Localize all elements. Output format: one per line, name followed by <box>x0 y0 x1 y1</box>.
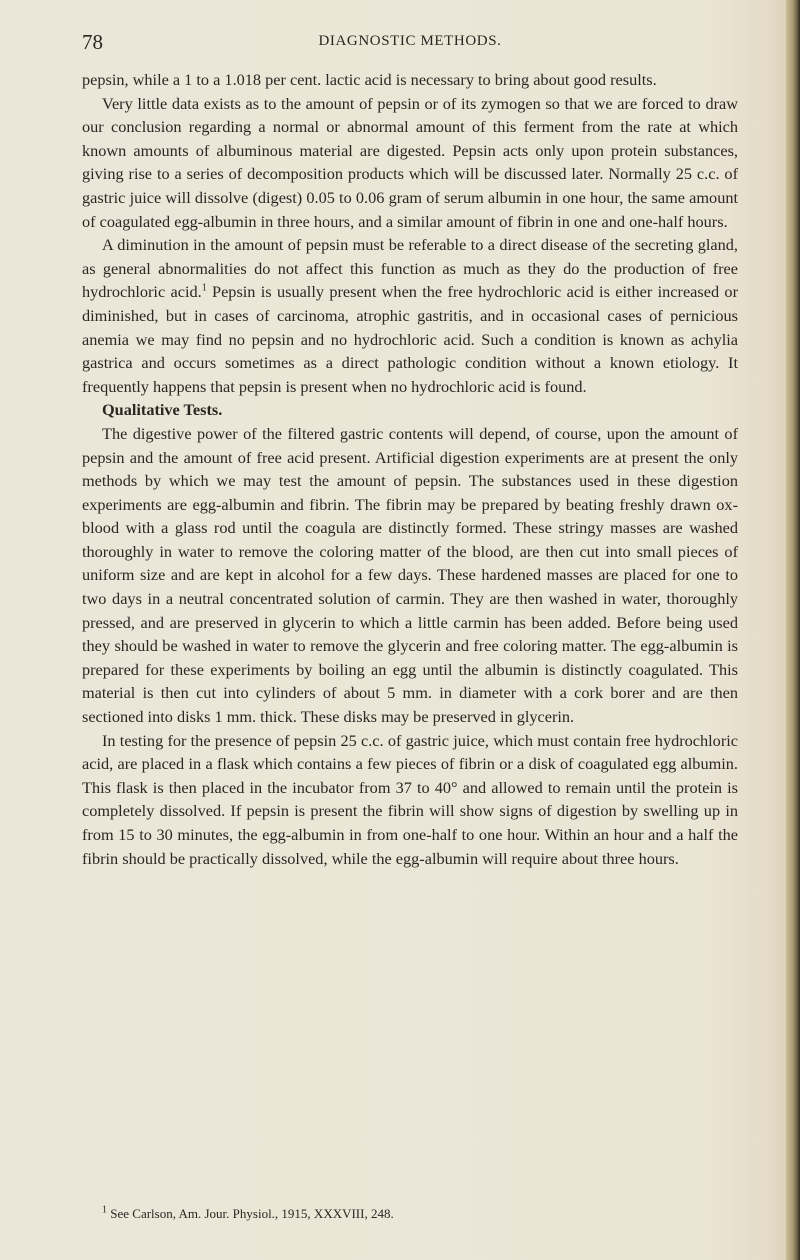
footnote <box>102 1206 738 1222</box>
footnote-marker: 1 <box>102 1204 107 1216</box>
page-number: 78 <box>82 30 103 54</box>
body-text <box>82 68 738 870</box>
footnote-text: See Carlson, Am. Jour. Physiol., 1915, XXXVIII, 248. <box>107 1206 394 1221</box>
page-header <box>82 30 738 56</box>
page-edge-shadow <box>786 0 800 1260</box>
paragraph-text: A diminution in the amount of pepsin must be referable to a direct disease of the secreting gland, as general abnormalities do not affect this function as much as they do the production of free hydrochloric acid. <box>82 235 738 302</box>
footnote-reference[interactable]: 1 <box>201 282 207 294</box>
paragraph-text: Pepsin is usually present when the free hydrochloric acid is either increased or diminished, but in cases of carcinoma, atrophic gastritis, and in occasional cases of pernicious anemia we may find no pepsin and no hydrochloric acid. Such a condition is known as achylia gastrica and occurs sometimes as a direct pathologic condition without a known etiology. It frequently happens that pepsin is present when no hydrochloric acid is found. <box>82 282 738 396</box>
paragraph: Very little data exists as to the amount of pepsin or of its zymogen so that we are forced to draw our conclusion regarding a normal or abnormal amount of this ferment from the rate at which known amounts of albuminous material are digested. Pepsin acts only upon protein substances, giving rise to a series of decomposition products which will be discussed later. Normally 25 c.c. of gastric juice will dissolve (digest) 0.05 to 0.06 gram of serum albumin in one hour, the same amount of coagulated egg-albumin in three hours, and a similar amount of fibrin in one and one-half hours. <box>82 93 738 231</box>
paragraph: In testing for the presence of pepsin 25 c.c. of gastric juice, which must contain free hydrochloric acid, are placed in a flask which contains a few pieces of fibrin or a disk of coagulated egg albumin. This flask is then placed in the incubator from 37 to 40° and allowed to remain until the protein is completely dissolved. If pepsin is present the fibrin will show signs of digestion by swelling up in from 15 to 30 minutes, the egg-albumin in from one-half to one hour. Within an hour and a half the fibrin should be practically dissolved, while the egg-albumin will require about three hours. <box>82 730 738 868</box>
paragraph: The digestive power of the filtered gastric contents will depend, of course, upon the amount of pepsin and the amount of free acid present. Artificial digestion experiments are at present the only methods by which we may test the amount of pepsin. The substances used in these digestion experiments are egg-albumin and fibrin. The fibrin may be prepared by beating freshly drawn ox-blood with a glass rod until the coagula are distinctly formed. These stringy masses are washed thoroughly in water to remove the coloring matter of the blood, are then cut into small pieces of uniform size and are kept in alcohol for a few days. These hardened masses are placed for one to two days in a neutral concentrated solution of carmin. They are then washed in water, thoroughly pressed, and are preserved in glycerin to which a little carmin has been added. Before being used they should be washed in water to remove the glycerin and free coloring matter. The egg-albumin is prepared for these experiments by boiling an egg until the albumin is distinctly coagulated. This material is then cut into cylinders of about 5 mm. in diameter with a cork borer and are then sectioned into disks 1 mm. thick. These disks may be preserved in glycerin. <box>82 423 738 727</box>
paragraph <box>82 233 738 398</box>
section-heading: Qualitative Tests. <box>102 400 223 420</box>
paragraph: pepsin, while a 1 to a 1.018 per cent. lactic acid is necessary to bring about good results. <box>82 70 657 89</box>
running-head: DIAGNOSTIC METHODS. <box>318 33 502 49</box>
